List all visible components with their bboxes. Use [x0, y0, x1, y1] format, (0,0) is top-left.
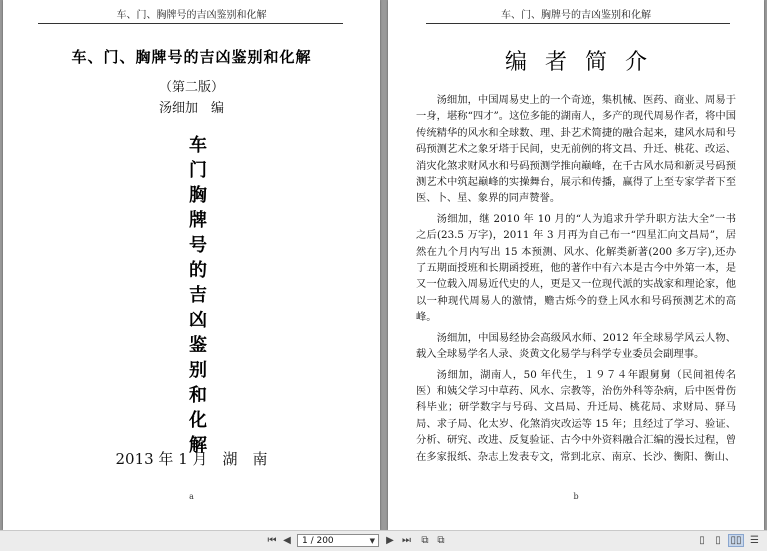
paragraph: 汤细加，中国周易史上的一个奇迹，集机械、医药、商业、周易于一身，堪称“四才”。这位多能的湖南人，多产的现代周易作者，将中国传统精华的风水和全球数、理、卦艺术简捷的融合起来，建风水局和号码预测艺术之象牙塔于民间，史无前例的将文昌、升迁、桃花、改运、消灾化煞求财风水和号码预测学推向巅峰，在千古风水局和新灵号码预测艺术中筑起巅峰的实操舞台，展示和传播，赢得了上至专家学者下至医、卜、星、象界的同声赞誉。	[416, 94, 736, 205]
paste-icon[interactable]: ⧉	[437, 535, 445, 546]
chevron-down-icon[interactable]: ▼	[369, 536, 375, 545]
vertical-title-char: 号	[189, 235, 207, 256]
vertical-title-char: 胸	[189, 185, 207, 206]
vertical-title-char: 凶	[189, 310, 207, 331]
vertical-title-char: 吉	[189, 285, 207, 306]
vertical-title-char: 鉴	[189, 335, 207, 356]
vertical-title-char: 车	[189, 135, 207, 156]
page-folio: a	[189, 492, 194, 501]
single-page-view-icon[interactable]: ▯	[699, 535, 705, 546]
section-title: 编者简介	[504, 50, 665, 75]
page-folio: b	[573, 492, 579, 501]
page-number-value: 1 / 200	[302, 535, 334, 546]
running-header: 车、门、胸牌号的吉凶鉴别和化解	[116, 10, 267, 21]
edition-label: （第二版）	[158, 80, 224, 95]
header-rule	[38, 23, 343, 24]
vertical-title-char: 和	[189, 385, 207, 406]
two-page-view-icon[interactable]: ▯▯	[728, 534, 744, 547]
vertical-title-char: 牌	[189, 210, 207, 231]
publication-date: 2013 年 1 月 湖 南	[115, 450, 268, 468]
vertical-title-char: 解	[189, 435, 207, 456]
vertical-title-char: 别	[189, 360, 207, 381]
page-right	[388, 0, 764, 530]
body-text	[416, 92, 736, 469]
book-title: 车、门、胸牌号的吉凶鉴别和化解	[71, 48, 312, 66]
next-page-icon[interactable]: ▶	[386, 535, 394, 546]
paragraph: 汤细加，湖南人，50 年代生，１９７４年跟舅舅（民间祖传名医）和姨父学习中草药、风水、宗教等，治伤外科等杂病，后中医骨伤科毕业；研学数字与号码、文昌局、升迁局、桃花局、求财局、驿马局、求子局、化太岁、化煞消灾改运等 15 年；且经过了学习、验证、分析、研究、改进、反复验证、古今中外资料融合汇编的漫长过程，曾在多家报纸、杂志上发表专文，常到北京、南京、长沙、衡阳、衡山、	[416, 368, 736, 463]
continuous-two-page-view-icon[interactable]: ☰	[750, 535, 759, 546]
running-header: 车、门、胸牌号的吉凶鉴别和化解	[501, 10, 651, 21]
vertical-title-char: 门	[189, 160, 207, 181]
previous-page-icon[interactable]: ◀	[283, 535, 291, 546]
continuous-view-icon[interactable]: ▯	[715, 535, 721, 546]
first-page-icon[interactable]: ⏮	[267, 535, 277, 546]
navigation-toolbar	[0, 530, 767, 551]
vertical-title-char: 化	[189, 410, 207, 431]
header-rule	[426, 23, 730, 24]
vertical-title-char: 的	[189, 260, 207, 281]
author-label: 汤细加 编	[158, 101, 224, 116]
last-page-icon[interactable]: ⏭	[402, 535, 411, 546]
copy-icon[interactable]: ⧉	[421, 535, 429, 546]
page-left	[3, 0, 380, 530]
page-number-field[interactable]	[297, 534, 379, 547]
paragraph: 汤细加，继 2010 年 10 月的“人为追求升学升职方法大全”一书之后(23.5 万字)，2011 年 3 月再为自己布一“四星汇向文昌局”，居然在九个月内写出 15 本预测、风水、化解类新著(200 多万字),还办了五期面授班和长期函授班，他的著作中有六本是古今中外第一本，是又一位载入周易近代史的人，更是又一位现代派的实战家和理论家，他以一种现代周易人的激情，赡古烁今的登上风水和号码预测艺术的高峰。	[416, 212, 736, 324]
vertical-book-title	[183, 133, 213, 458]
paragraph: 汤细加，中国易经协会高级风水师、2012 年全球易学风云人物、载入全球易学名人录、炎黄文化易学与科学专业委员会副理事。	[416, 331, 736, 361]
